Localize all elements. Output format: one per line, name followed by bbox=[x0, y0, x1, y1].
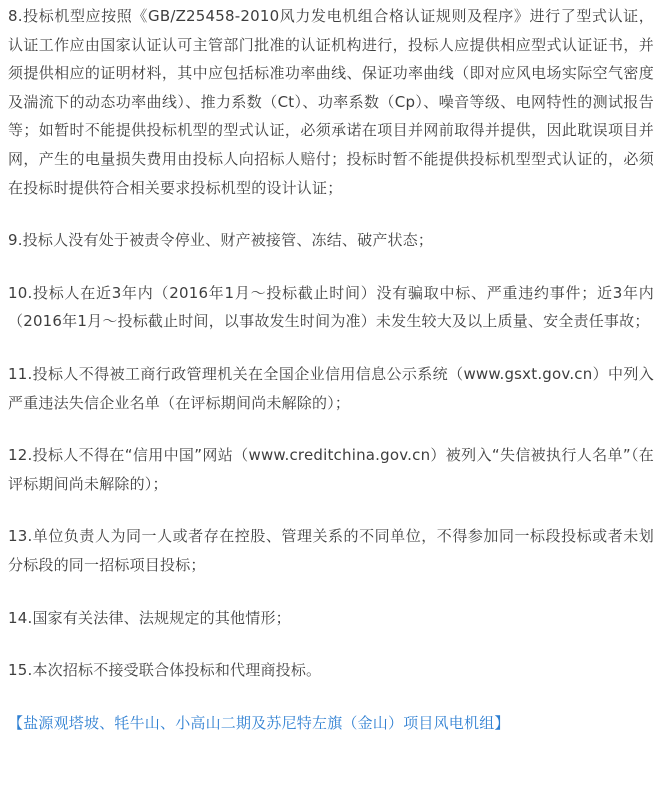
paragraph-item-13: 13.单位负责人为同一人或者存在控股、管理关系的不同单位，不得参加同一标段投标或者未划分标段的同一招标项目投标； bbox=[8, 527, 654, 574]
paragraph-item-11: 11.投标人不得被工商行政管理机关在全国企业信用信息公示系统（www.gsxt.gov.cn）中列入严重违法失信企业名单（在评标期间尚未解除的）； bbox=[8, 364, 654, 412]
paragraph-item-14: 14.国家有关法律、法规规定的其他情形； bbox=[8, 608, 291, 627]
section-heading-wind-turbine-project: 【盐源观塔坡、牦牛山、小高山二期及苏尼特左旗（金山）项目风电机组】 bbox=[8, 713, 510, 732]
paragraph-item-12: 12.投标人不得在“信用中国”网站（www.creditchina.gov.cn）被列入“失信被执行人名单”（在评标期间尚未解除的）； bbox=[8, 446, 654, 493]
paragraph-item-15: 15.本次招标不接受联合体投标和代理商投标。 bbox=[8, 661, 322, 680]
paragraph-item-8: 8.投标机型应按照《GB/Z25458-2010风力发电机组合格认证规则及程序》进行了型式认证，认证工作应由国家认证认可主管部门批准的认证机构进行，投标人应提供相应型式认证证书，并须提供相应的证明材料，其中应包括标准功率曲线、保证功率曲线（即对应风电场实际空气密度及湍流下的动态功率曲线）、推力系数（Ct）、功率系数（Cp）、噪音等级、电网特性的测试报告等；如暂时不能提供投标机型的型式认证，必须承诺在项目并网前取得并提供，因此耽误项目并网，产生的电量损失费用由投标人向招标人赔付；投标时暂不能提供投标机型型式认证的，必须在投标时提供符合相关要求投标机型的设计认证； bbox=[8, 7, 654, 197]
paragraph-item-9: 9.投标人没有处于被责令停业、财产被接管、冻结、破产状态； bbox=[8, 231, 434, 250]
paragraph-item-10: 10.投标人在近3年内（2016年1月～投标截止时间）没有骗取中标、严重违约事件；近3年内（2016年1月～投标截止时间，以事故发生时间为准）未发生较大及以上质量、安全责任事故； bbox=[8, 283, 654, 331]
